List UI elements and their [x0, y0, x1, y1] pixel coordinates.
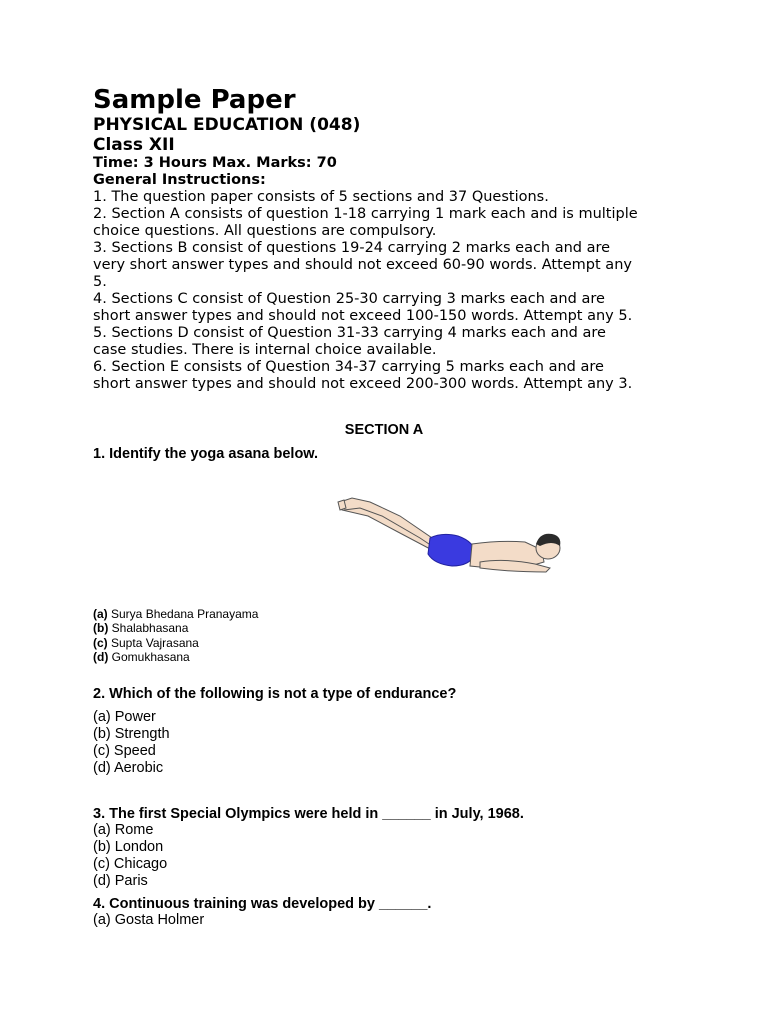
- option-d: (d) Gomukhasana: [93, 649, 190, 664]
- instructions-block: [93, 189, 693, 393]
- instruction-line: choice questions. All questions are compulsory.: [93, 223, 437, 239]
- option-c: (c) Chicago: [93, 856, 168, 872]
- instruction-line: 4. Sections C consist of Question 25-30 carrying 3 marks each and are: [93, 291, 605, 307]
- question-1: 1. Identify the yoga asana below.: [93, 446, 319, 462]
- instruction-line: case studies. There is internal choice available.: [93, 342, 437, 358]
- option-a: (a) Surya Bhedana Pranayama: [93, 607, 259, 621]
- question-2: 2. Which of the following is not a type of endurance?: [93, 686, 457, 702]
- question-3-options: [93, 822, 167, 890]
- option-d: (d) Paris: [93, 873, 148, 889]
- option-b: (b) London: [93, 839, 164, 855]
- instruction-line: 2. Section A consists of question 1-18 carrying 1 mark each and is multiple: [93, 206, 638, 222]
- instruction-line: 3. Sections B consist of questions 19-24 carrying 2 marks each and are: [93, 240, 611, 256]
- option-a: (a) Rome: [93, 822, 154, 838]
- option-b: (b) Shalabhasana: [93, 621, 189, 636]
- time-marks: Time: 3 Hours Max. Marks: 70: [93, 155, 337, 171]
- instruction-line: short answer types and should not exceed 100-150 words. Attempt any 5.: [93, 308, 633, 324]
- question-4: 4. Continuous training was developed by ______.: [93, 896, 432, 912]
- question-4-options: [93, 912, 204, 929]
- section-heading: SECTION A: [344, 422, 424, 438]
- instruction-line: 5. Sections D consist of Question 31-33 carrying 4 marks each and are: [93, 325, 606, 341]
- option-a: (a) Gosta Holmer: [93, 912, 205, 928]
- option-c: (c) Supta Vajrasana: [93, 635, 199, 650]
- subject-heading: PHYSICAL EDUCATION (048): [93, 115, 361, 135]
- class-heading: Class XII: [93, 135, 175, 155]
- general-instructions-heading: General Instructions:: [93, 172, 266, 188]
- instruction-line: short answer types and should not exceed 200-300 words. Attempt any 3.: [93, 376, 633, 392]
- question-3: 3. The first Special Olympics were held in ______ in July, 1968.: [93, 806, 524, 822]
- option-a: (a) Power: [93, 709, 156, 725]
- option-b: (b) Strength: [93, 726, 170, 742]
- question-2-options: [93, 709, 170, 777]
- instruction-line: 1. The question paper consists of 5 sections and 37 Questions.: [93, 189, 549, 205]
- page-title: Sample Paper: [93, 85, 296, 115]
- instruction-line: 6. Section E consists of Question 34-37 carrying 5 marks each and are: [93, 359, 604, 375]
- instruction-line: very short answer types and should not exceed 60-90 words. Attempt any: [93, 257, 632, 273]
- question-1-options: [93, 607, 258, 664]
- option-d: (d) Aerobic: [93, 760, 164, 776]
- instruction-line: 5.: [93, 274, 107, 290]
- option-c: (c) Speed: [93, 743, 156, 759]
- yoga-asana-illustration: [330, 488, 570, 583]
